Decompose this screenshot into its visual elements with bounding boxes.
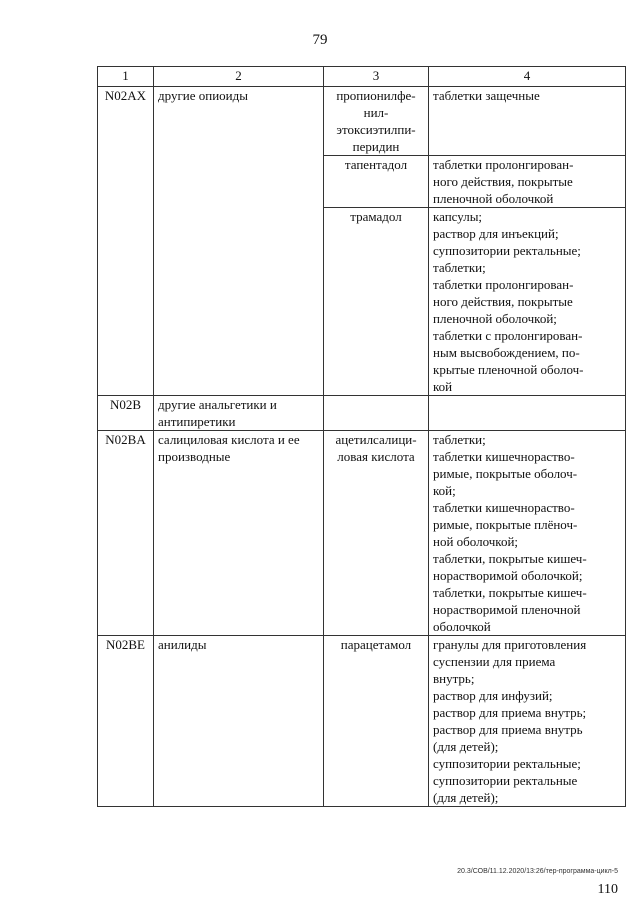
dosage-forms-cell-line: римые, покрытые плёноч-	[433, 517, 578, 532]
footer-page-number: 110	[597, 882, 618, 897]
dosage-forms-cell-line: кой	[433, 379, 453, 394]
dosage-forms-cell-line: таблетки с пролонгирован-	[433, 328, 583, 343]
header-col-1: 1	[98, 67, 154, 87]
drug-name-cell	[324, 87, 429, 156]
drug-name-cell	[324, 156, 429, 208]
dosage-forms-cell-line: таблетки, покрытые кишеч-	[433, 585, 587, 600]
footer-stamp: 20.3/СОВ/11.12.2020/13:26/тер-программа-цикл-5	[457, 868, 618, 875]
dosage-forms-cell-line: норастворимой оболочкой;	[433, 568, 583, 583]
dosage-forms-cell-line: крытые пленочной оболоч-	[433, 362, 584, 377]
dosage-forms-cell-line: таблетки защечные	[433, 88, 540, 103]
dosage-forms-cell-line: кой;	[433, 483, 456, 498]
drug-name-cell-line: тапентадол	[344, 157, 408, 172]
drug-name-cell-line: ловая кислота	[337, 449, 415, 464]
dosage-forms-cell-line: оболочкой	[433, 619, 491, 634]
dosage-forms-cell-line: ным высвобождением, по-	[433, 345, 580, 360]
page-number: 79	[312, 32, 328, 48]
table-row	[98, 396, 626, 431]
dosage-forms-cell	[429, 208, 626, 396]
dosage-forms-cell-line: таблетки;	[433, 260, 486, 275]
group-name-cell	[154, 87, 324, 396]
drug-name-cell-line: этоксиэтилпи-	[336, 122, 416, 137]
dosage-forms-cell-line: таблетки пролонгирован-	[433, 157, 574, 172]
group-name-cell-line: салициловая кислота и ее	[158, 432, 300, 447]
dosage-forms-cell-line: таблетки, покрытые кишеч-	[433, 551, 587, 566]
dosage-forms-cell-line: норастворимой пленочной	[433, 602, 581, 617]
dosage-forms-cell	[429, 156, 626, 208]
dosage-forms-cell-line: пленочной оболочкой;	[433, 311, 557, 326]
header-col-3: 3	[324, 67, 429, 87]
group-name-cell-line: анилиды	[158, 637, 207, 652]
dosage-forms-cell-line: таблетки кишечнораство-	[433, 449, 575, 464]
atc-code-cell: N02BA	[98, 431, 154, 636]
dosage-forms-cell-line: раствор для инфузий;	[433, 688, 553, 703]
dosage-forms-cell-line: суспензии для приема	[433, 654, 556, 669]
drug-name-cell-line: ацетилсалици-	[335, 432, 417, 447]
group-name-cell-line: антипиретики	[158, 414, 236, 429]
group-name-cell-line: другие опиоиды	[158, 88, 248, 103]
atc-code-cell: N02B	[98, 396, 154, 431]
drug-name-cell	[324, 636, 429, 807]
dosage-forms-cell-line: римые, покрытые оболоч-	[433, 466, 578, 481]
dosage-forms-cell-line: гранулы для приготовления	[433, 637, 587, 652]
drug-name-cell	[324, 431, 429, 636]
drug-name-cell-line: перидин	[352, 139, 400, 154]
dosage-forms-cell-line: ного действия, покрытые	[433, 174, 573, 189]
atc-code-cell: N02BE	[98, 636, 154, 807]
header-row	[98, 67, 626, 87]
dosage-forms-cell-line: пленочной оболочкой	[433, 191, 554, 206]
dosage-forms-cell-line: таблетки кишечнораство-	[433, 500, 575, 515]
dosage-forms-cell-line: капсулы;	[433, 209, 483, 224]
dosage-forms-cell	[429, 636, 626, 807]
dosage-forms-cell-line: раствор для инъекций;	[433, 226, 559, 241]
drug-name-cell	[324, 208, 429, 396]
atc-code-cell: N02AX	[98, 87, 154, 396]
drug-table	[97, 66, 626, 807]
table-row	[98, 636, 626, 807]
group-name-cell	[154, 636, 324, 807]
dosage-forms-cell-line: суппозитории ректальные	[433, 773, 578, 788]
dosage-forms-cell-line: раствор для приема внутрь;	[433, 705, 587, 720]
header-col-4: 4	[429, 67, 626, 87]
dosage-forms-cell	[429, 431, 626, 636]
drug-name-cell-line: пропионилфе-	[336, 88, 416, 103]
group-name-cell-line: другие анальгетики и	[158, 397, 277, 412]
dosage-forms-cell-line: суппозитории ректальные;	[433, 756, 581, 771]
table-row	[98, 431, 626, 636]
group-name-cell-line: производные	[158, 449, 231, 464]
dosage-forms-cell-line: (для детей);	[433, 739, 499, 754]
dosage-forms-cell-line: ной оболочкой;	[433, 534, 519, 549]
dosage-forms-cell-line: таблетки;	[433, 432, 486, 447]
drug-name-cell-line: парацетамол	[340, 637, 412, 652]
dosage-forms-cell-line: внутрь;	[433, 671, 475, 686]
table-row	[98, 87, 626, 156]
dosage-forms-cell-line: таблетки пролонгирован-	[433, 277, 574, 292]
drug-name-cell-line: трамадол	[350, 209, 402, 224]
group-name-cell	[154, 396, 324, 431]
drug-name-cell	[324, 396, 429, 431]
group-name-cell	[154, 431, 324, 636]
dosage-forms-cell-line: (для детей);	[433, 790, 499, 805]
dosage-forms-cell	[429, 396, 626, 431]
drug-name-cell-line: нил-	[363, 105, 389, 120]
dosage-forms-cell	[429, 87, 626, 156]
dosage-forms-cell-line: суппозитории ректальные;	[433, 243, 581, 258]
dosage-forms-cell-line: раствор для приема внутрь	[433, 722, 583, 737]
dosage-forms-cell-line: ного действия, покрытые	[433, 294, 573, 309]
header-col-2: 2	[154, 67, 324, 87]
